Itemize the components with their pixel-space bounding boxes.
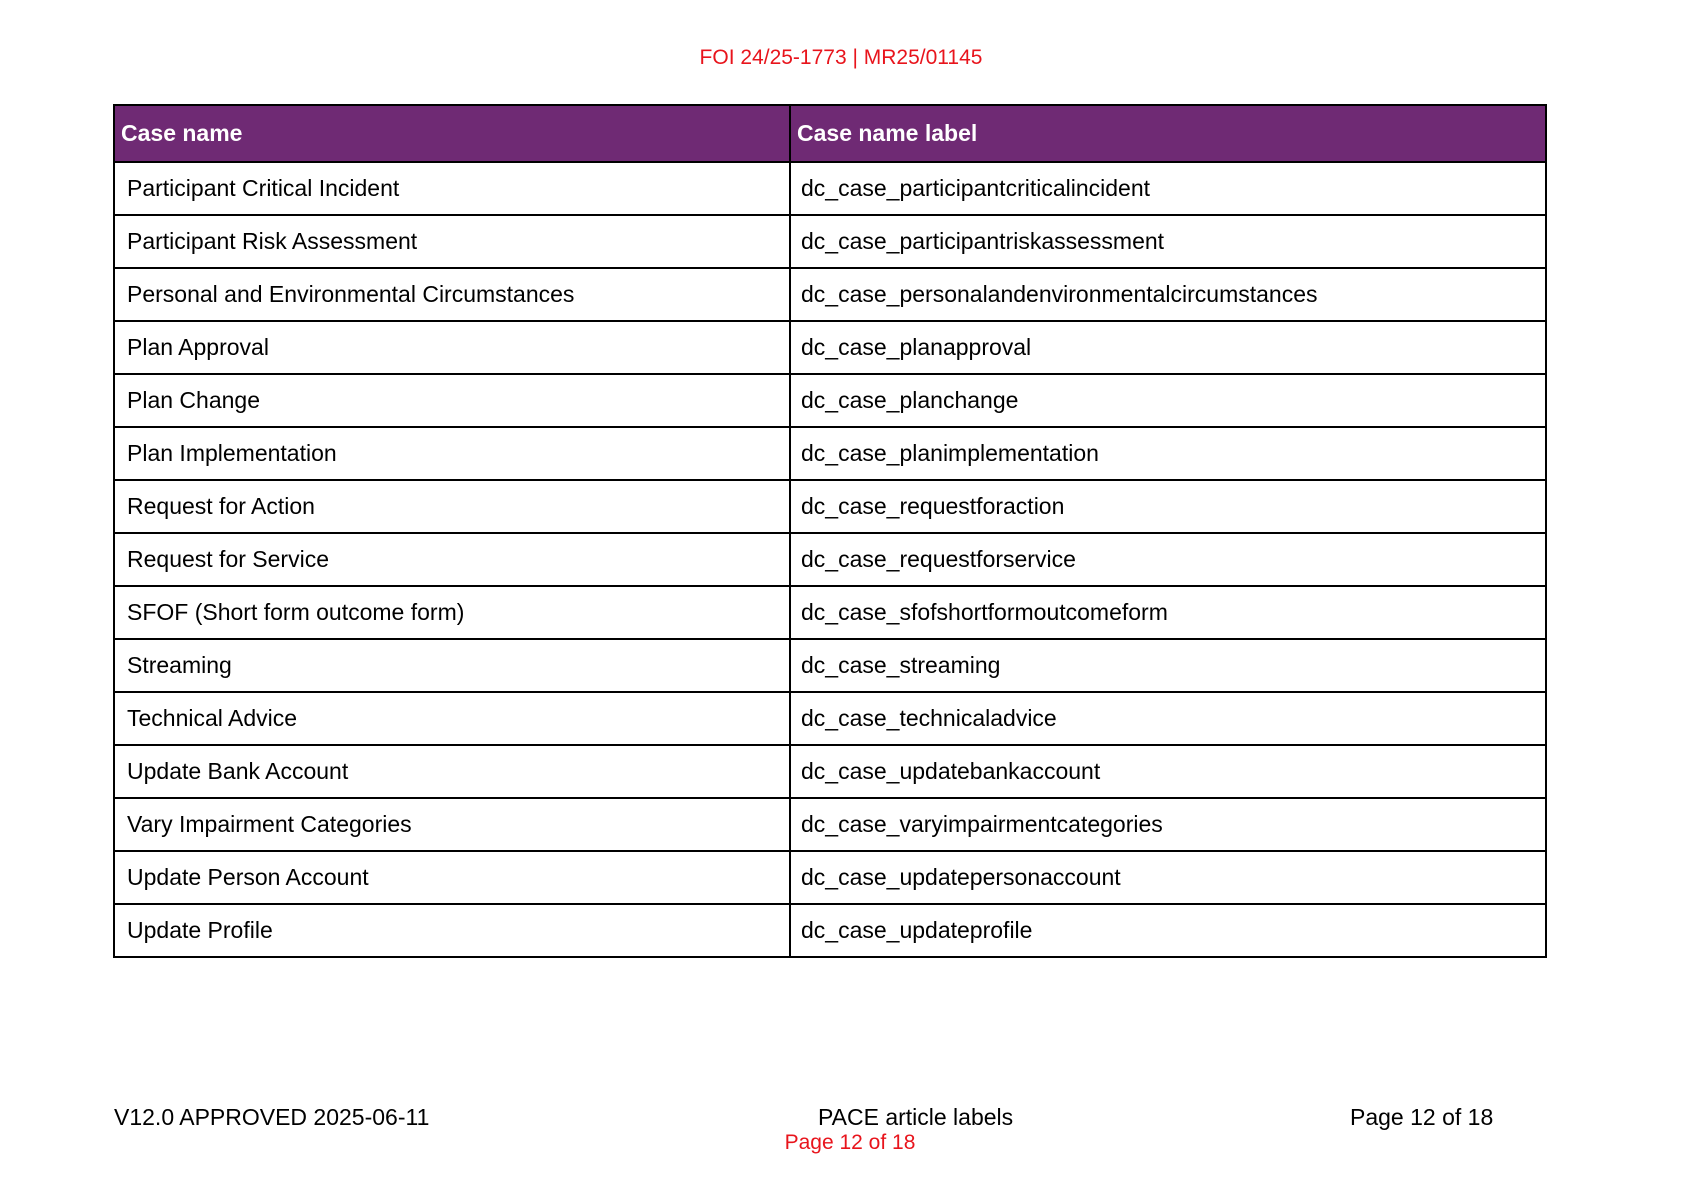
table-row xyxy=(114,798,1546,851)
table-row xyxy=(114,851,1546,904)
case-label-cell: dc_case_planimplementation xyxy=(790,427,1546,480)
case-label-cell: dc_case_technicaladvice xyxy=(790,692,1546,745)
table-header-row xyxy=(114,105,1546,162)
table-row xyxy=(114,904,1546,957)
case-label-cell: dc_case_varyimpairmentcategories xyxy=(790,798,1546,851)
table-row xyxy=(114,427,1546,480)
case-name-cell: Participant Risk Assessment xyxy=(114,215,790,268)
case-label-cell: dc_case_updateprofile xyxy=(790,904,1546,957)
case-name-cell: Request for Action xyxy=(114,480,790,533)
case-label-cell: dc_case_participantriskassessment xyxy=(790,215,1546,268)
case-label-cell: dc_case_planapproval xyxy=(790,321,1546,374)
table-row xyxy=(114,321,1546,374)
table-row xyxy=(114,268,1546,321)
case-name-cell: Request for Service xyxy=(114,533,790,586)
case-name-cell: Update Profile xyxy=(114,904,790,957)
case-name-cell: Technical Advice xyxy=(114,692,790,745)
footer-version: V12.0 APPROVED 2025-06-11 xyxy=(114,1104,430,1130)
table-row xyxy=(114,586,1546,639)
case-label-cell: dc_case_personalandenvironmentalcircumstances xyxy=(790,268,1546,321)
footer-page-stamp: Page 12 of 18 xyxy=(784,1131,916,1154)
table-row xyxy=(114,480,1546,533)
case-label-cell: dc_case_sfofshortformoutcomeform xyxy=(790,586,1546,639)
case-label-cell: dc_case_requestforaction xyxy=(790,480,1546,533)
column-header-case-name: Case name xyxy=(114,105,790,162)
case-name-cell: Participant Critical Incident xyxy=(114,162,790,215)
case-name-cell: Plan Implementation xyxy=(114,427,790,480)
case-name-cell: SFOF (Short form outcome form) xyxy=(114,586,790,639)
case-name-cell: Streaming xyxy=(114,639,790,692)
case-name-cell: Personal and Environmental Circumstances xyxy=(114,268,790,321)
table-row xyxy=(114,374,1546,427)
footer-document-title: PACE article labels xyxy=(818,1104,1014,1130)
table-row xyxy=(114,533,1546,586)
case-name-cell: Update Bank Account xyxy=(114,745,790,798)
case-name-table xyxy=(113,104,1547,958)
table-row xyxy=(114,215,1546,268)
case-label-cell: dc_case_participantcriticalincident xyxy=(790,162,1546,215)
case-label-cell: dc_case_updatepersonaccount xyxy=(790,851,1546,904)
case-label-cell: dc_case_requestforservice xyxy=(790,533,1546,586)
case-name-cell: Plan Change xyxy=(114,374,790,427)
case-name-cell: Vary Impairment Categories xyxy=(114,798,790,851)
table-row xyxy=(114,692,1546,745)
table-row xyxy=(114,639,1546,692)
case-label-cell: dc_case_streaming xyxy=(790,639,1546,692)
table-row xyxy=(114,745,1546,798)
footer-page-number: Page 12 of 18 xyxy=(1350,1104,1494,1130)
case-label-cell: dc_case_planchange xyxy=(790,374,1546,427)
foi-reference: FOI 24/25-1773 | MR25/01145 xyxy=(699,46,983,69)
case-label-cell: dc_case_updatebankaccount xyxy=(790,745,1546,798)
table-row xyxy=(114,162,1546,215)
case-name-table-container xyxy=(113,104,1545,958)
case-name-cell: Update Person Account xyxy=(114,851,790,904)
case-name-cell: Plan Approval xyxy=(114,321,790,374)
column-header-case-name-label: Case name label xyxy=(790,105,1546,162)
